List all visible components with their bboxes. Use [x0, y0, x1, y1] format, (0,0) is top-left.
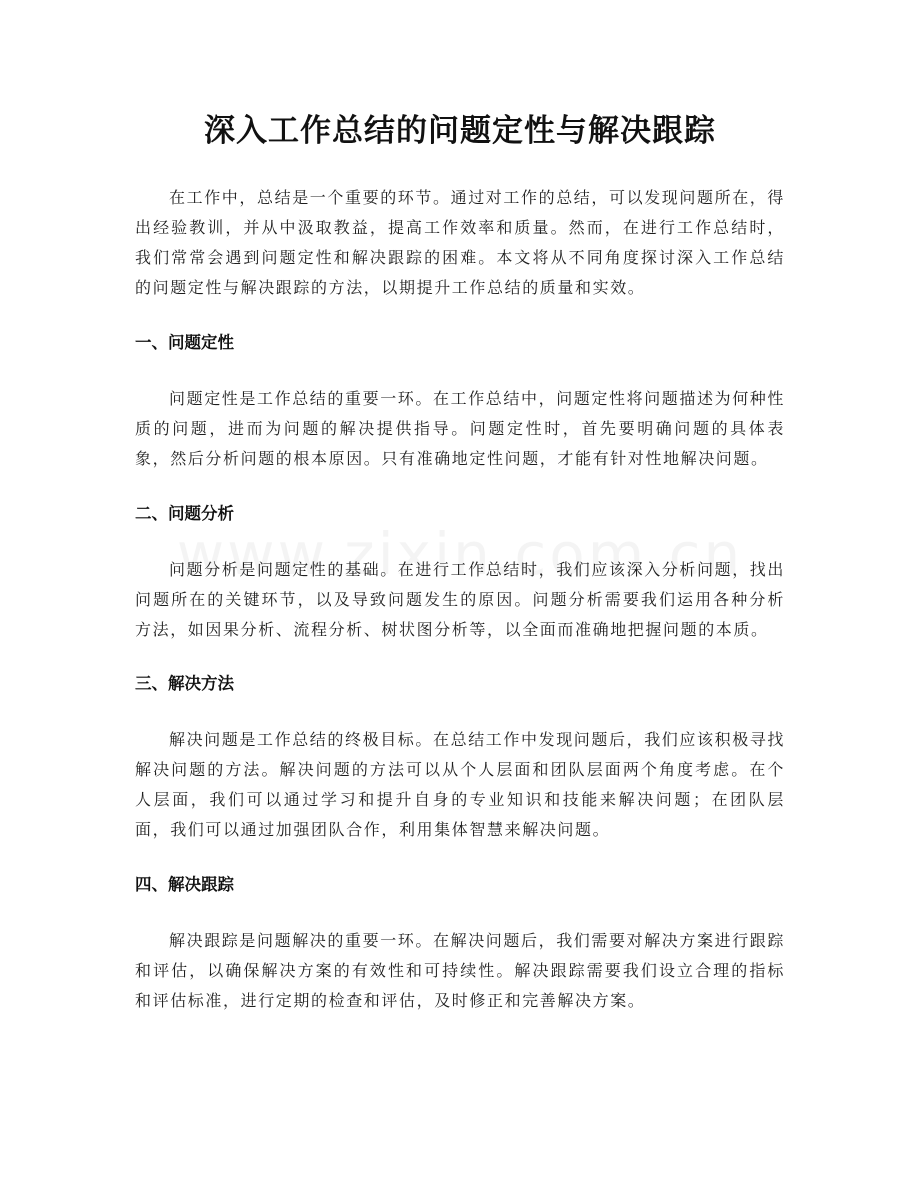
- section-heading: 三、解决方法: [135, 674, 234, 693]
- section-paragraph: 问题定性是工作总结的重要一环。在工作总结中，问题定性将问题描述为何种性质的问题，进而为问题的解决提供指导。问题定性时，首先要明确问题的具体表象，然后分析问题的根本原因。只有准确地定性问题，才能有针对性地解决问题。: [135, 389, 786, 468]
- section-paragraph: 问题分析是问题定性的基础。在进行工作总结时，我们应该深入分析问题，找出问题所在的关键环节，以及导致问题发生的原因。问题分析需要我们运用各种分析方法，如因果分析、流程分析、树状图分析等，以全面而准确地把握问题的本质。: [135, 560, 786, 639]
- section-problem-analysis: [135, 499, 785, 645]
- intro-paragraph: 在工作中，总结是一个重要的环节。通过对工作的总结，可以发现问题所在，得出经验教训，并从中汲取教益，提高工作效率和质量。然而，在进行工作总结时，我们常常会遇到问题定性和解决跟踪的困难。本文将从不同角度探讨深入工作总结的问题定性与解决跟踪的方法，以期提升工作总结的质量和实效。: [135, 188, 786, 297]
- section-paragraph: 解决问题是工作总结的终极目标。在总结工作中发现问题后，我们应该积极寻找解决问题的方法。解决问题的方法可以从个人层面和团队层面两个角度考虑。在个人层面，我们可以通过学习和提升自身的专业知识和技能来解决问题；在团队层面，我们可以通过加强团队合作，利用集体智慧来解决问题。: [135, 730, 786, 839]
- page-title: 深入工作总结的问题定性与解决跟踪: [204, 113, 716, 149]
- section-solution-methods: [135, 669, 785, 845]
- section-paragraph: 解决跟踪是问题解决的重要一环。在解决问题后，我们需要对解决方案进行跟踪和评估，以确保解决方案的有效性和可持续性。解决跟踪需要我们设立合理的指标和评估标准，进行定期的检查和评估，及时修正和完善解决方案。: [135, 931, 786, 1010]
- document-body: [135, 183, 785, 1016]
- section-heading: 一、问题定性: [135, 333, 234, 352]
- section-solution-tracking: [135, 870, 785, 1016]
- section-heading: 二、问题分析: [135, 504, 234, 523]
- section-problem-definition: [135, 328, 785, 474]
- section-heading: 四、解决跟踪: [135, 875, 234, 894]
